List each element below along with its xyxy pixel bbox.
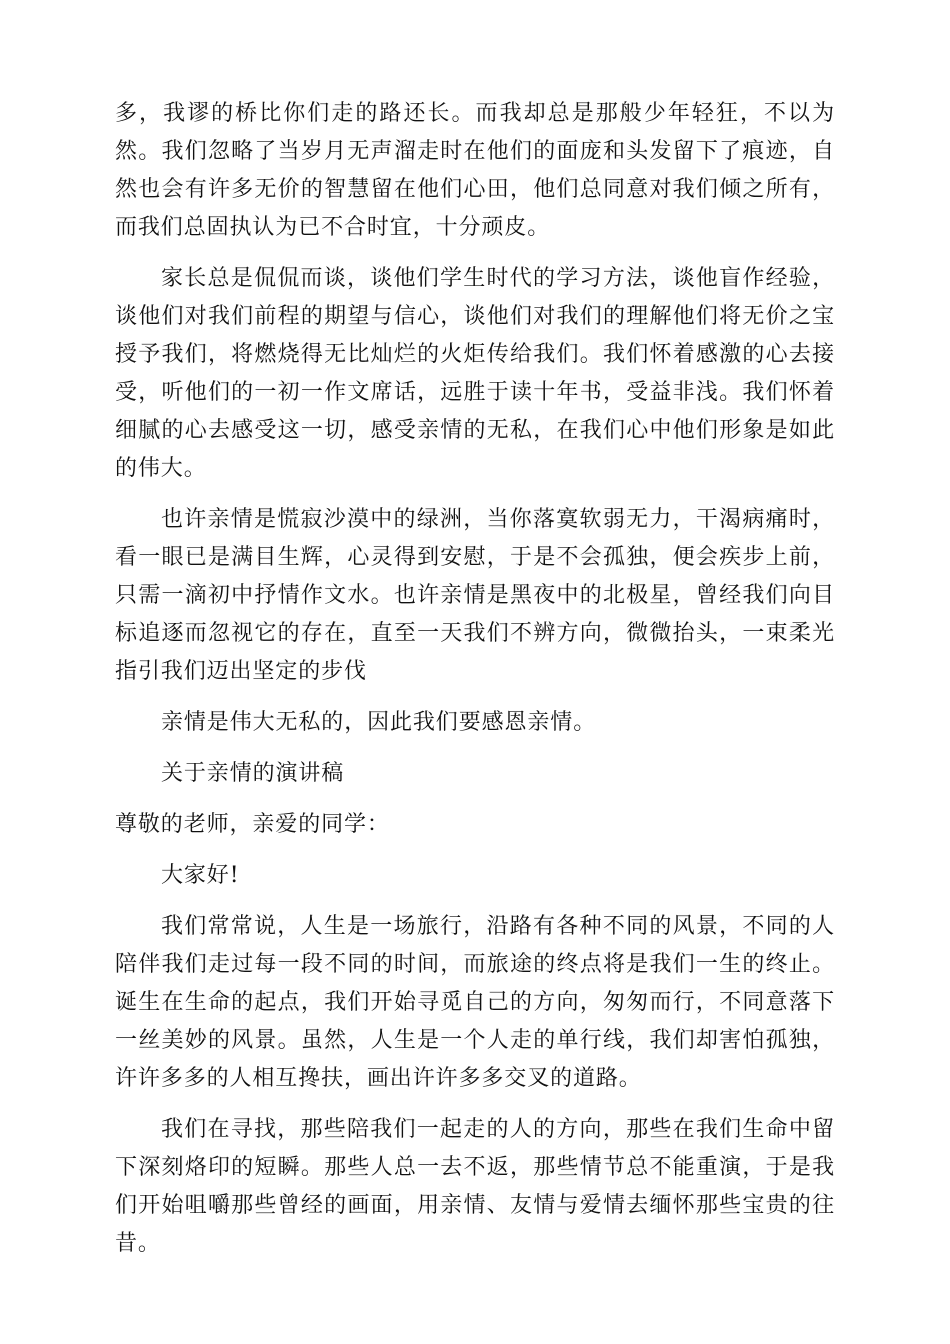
paragraph-8: 我们常常说，人生是一场旅行，沿路有各种不同的风景，不同的人陪伴我们走过每一段不同的时间，而旅途的终点将是我们一生的终止。诞生在生命的起点，我们开始寻觅自己的方向，匆匆而行，不同意落下一丝美妙的风景。虽然，人生是一个人走的单行线，我们却害怕孤独，许许多多的人相互搀扶，画出许许多多交叉的道路。 [115, 914, 835, 1091]
paragraph-9: 我们在寻找，那些陪我们一起走的人的方向，那些在我们生命中留下深刻烙印的短瞬。那些人总一去不返，那些情节总不能重演，于是我们开始咀嚼那些曾经的画面，用亲情、友情与爱情去缅怀那些宝贵的往昔。 [115, 1117, 835, 1256]
paragraph-3: 也许亲情是慌寂沙漠中的绿洲，当你落寞软弱无力，干渴病痛时，看一眼已是满目生辉，心灵得到安慰，于是不会孤独，便会疾步上前，只需一滴初中抒情作文水。也许亲情是黑夜中的北极星，曾经我们向目标追逐而忽视它的存在，直至一天我们不辨方向，微微抬头，一束柔光指引我们迈出坚定的步伐 [115, 507, 835, 684]
paragraph-4: 亲情是伟大无私的，因此我们要感恩亲情。 [161, 710, 597, 735]
speech-title: 关于亲情的演讲稿 [161, 761, 345, 786]
document-page [115, 95, 835, 1276]
greeting: 大家好! [161, 863, 240, 888]
paragraph-1: 多，我谬的桥比你们走的路还长。而我却总是那般少年轻狂，不以为然。我们忽略了当岁月无声溜走时在他们的面庞和头发留下了痕迹，自然也会有许多无价的智慧留在他们心田，他们总同意对我们倾之所有，而我们总固执认为已不合时宜，十分顽皮。 [115, 101, 835, 240]
paragraph-2: 家长总是侃侃而谈，谈他们学生时代的学习方法，谈他盲作经验，谈他们对我们前程的期望与信心，谈他们对我们的理解他们将无价之宝授予我们，将燃烧得无比灿烂的火炬传给我们。我们怀着感激的心去接受，听他们的一初一作文席话，远胜于读十年书，受益非浅。我们怀着细腻的心去感受这一切，感受亲情的无私，在我们心中他们形象是如此的伟大。 [115, 266, 835, 481]
salutation: 尊敬的老师，亲爱的同学： [115, 812, 390, 837]
